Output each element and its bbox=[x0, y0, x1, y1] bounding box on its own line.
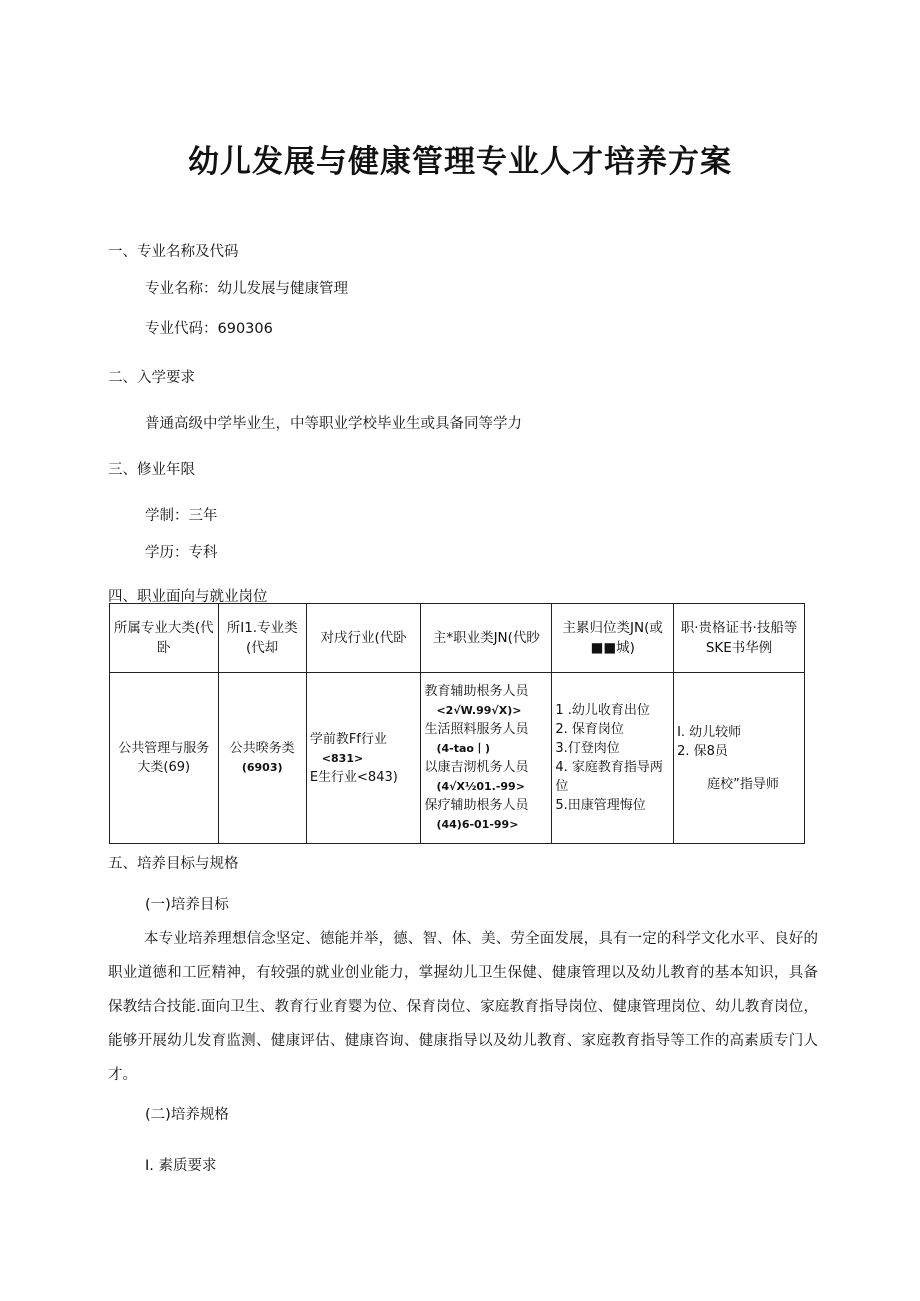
list-item: 3.仃登肉位 bbox=[555, 741, 620, 756]
list-item: 庭校”指导师 bbox=[707, 776, 779, 792]
degree-level: 学历：专科 bbox=[145, 545, 218, 561]
list-item: 2. 保育岗位 bbox=[555, 722, 624, 737]
list-item-code: <2√W.99√X)> bbox=[436, 704, 522, 717]
certificate-cell bbox=[674, 673, 805, 844]
table-header-cell: 对戌行业(代卧 bbox=[306, 604, 421, 673]
subcategory-name: 公共暌务类 bbox=[229, 741, 295, 756]
career-table bbox=[109, 603, 805, 844]
page-title: 幼儿发展与健康管理专业人才培养方案 bbox=[188, 144, 732, 180]
table-header-row bbox=[110, 604, 805, 673]
list-item: 5.田康管理悔位 bbox=[555, 798, 646, 813]
subsection-goal-heading: (一)培养目标 bbox=[145, 897, 229, 913]
list-item-code: (4√X½01.-99> bbox=[436, 780, 525, 793]
list-item-code: (44)6-01-99> bbox=[436, 818, 519, 831]
table-header-cell: 主累归位类JN(或■■城) bbox=[552, 604, 674, 673]
list-item: 教育辅助根务人员 bbox=[424, 684, 529, 699]
major-code: 专业代码：690306 bbox=[145, 321, 273, 337]
list-item: E生行业<843) bbox=[309, 769, 398, 785]
table-row bbox=[110, 673, 805, 844]
table-header-cell: 职·贵格证书·技船等SKE书华例 bbox=[674, 604, 805, 673]
industry-cell bbox=[306, 673, 421, 844]
section-4-heading: 四、职业面向与就业岗位 bbox=[108, 589, 268, 605]
subcategory-code: (6903) bbox=[241, 761, 283, 774]
spacer bbox=[677, 761, 801, 775]
table-header-cell: 所I1.专业类(代却 bbox=[218, 604, 306, 673]
section-1-heading: 一、专业名称及代码 bbox=[108, 244, 239, 260]
list-item: 学前教Ff行业 bbox=[309, 731, 387, 747]
section-5-heading: 五、培养目标与规格 bbox=[108, 856, 239, 872]
admission-text: 普通高级中学毕业生，中等职业学校毕业生或具备同等学力 bbox=[145, 416, 522, 432]
section-3-heading: 三、修业年限 bbox=[108, 462, 195, 478]
list-item-code: <831> bbox=[321, 751, 364, 765]
list-item: 以康吉沏机务人员 bbox=[424, 760, 529, 775]
table-header-cell: 主*职业类JN(代眇 bbox=[421, 604, 552, 673]
list-item: I. 幼儿较师 bbox=[677, 724, 742, 740]
section-2-heading: 二、入学要求 bbox=[108, 370, 195, 386]
subsection-spec-heading: (二)培养规格 bbox=[145, 1107, 229, 1123]
occupation-cell bbox=[421, 673, 552, 844]
table-header-cell: 所属专业大类(代卧 bbox=[110, 604, 219, 673]
category-cell: 公共管理与服务大类(69) bbox=[110, 673, 219, 844]
list-item: 4. 家庭教育指导两位 bbox=[555, 760, 663, 794]
quality-requirements-heading: I. 素质要求 bbox=[145, 1158, 217, 1174]
subcategory-cell bbox=[218, 673, 306, 844]
list-item: 2. 保8员 bbox=[677, 743, 728, 759]
study-duration: 学制：三年 bbox=[145, 508, 218, 524]
goal-paragraph: 本专业培养理想信念坚定、德能并举，德、智、体、美、劳全面发展，具有一定的科学文化水平、良好的职业道德和工匠精神，有较强的就业创业能力，掌握幼儿卫生保健、健康管理以及幼儿教育的基本知识，具备保教结合技能.面向卫生、教育行业育婴为位、保育岗位、家庭教育指导岗位、健康管理岗位、幼儿教育岗位，能够开展幼儿发育监测、健康评估、健康咨询、健康指导以及幼儿教育、家庭教育指导等工作的高素质专门人才。 bbox=[108, 931, 818, 1083]
position-cell bbox=[552, 673, 674, 844]
list-item-code: (4-tao丨) bbox=[436, 742, 490, 755]
list-item: 1 .幼儿收育出位 bbox=[555, 703, 650, 718]
list-item: 保疗辅助根务人员 bbox=[424, 798, 529, 813]
list-item: 生活照料服务人员 bbox=[424, 722, 529, 737]
major-name: 专业名称：幼儿发展与健康管理 bbox=[145, 281, 348, 297]
